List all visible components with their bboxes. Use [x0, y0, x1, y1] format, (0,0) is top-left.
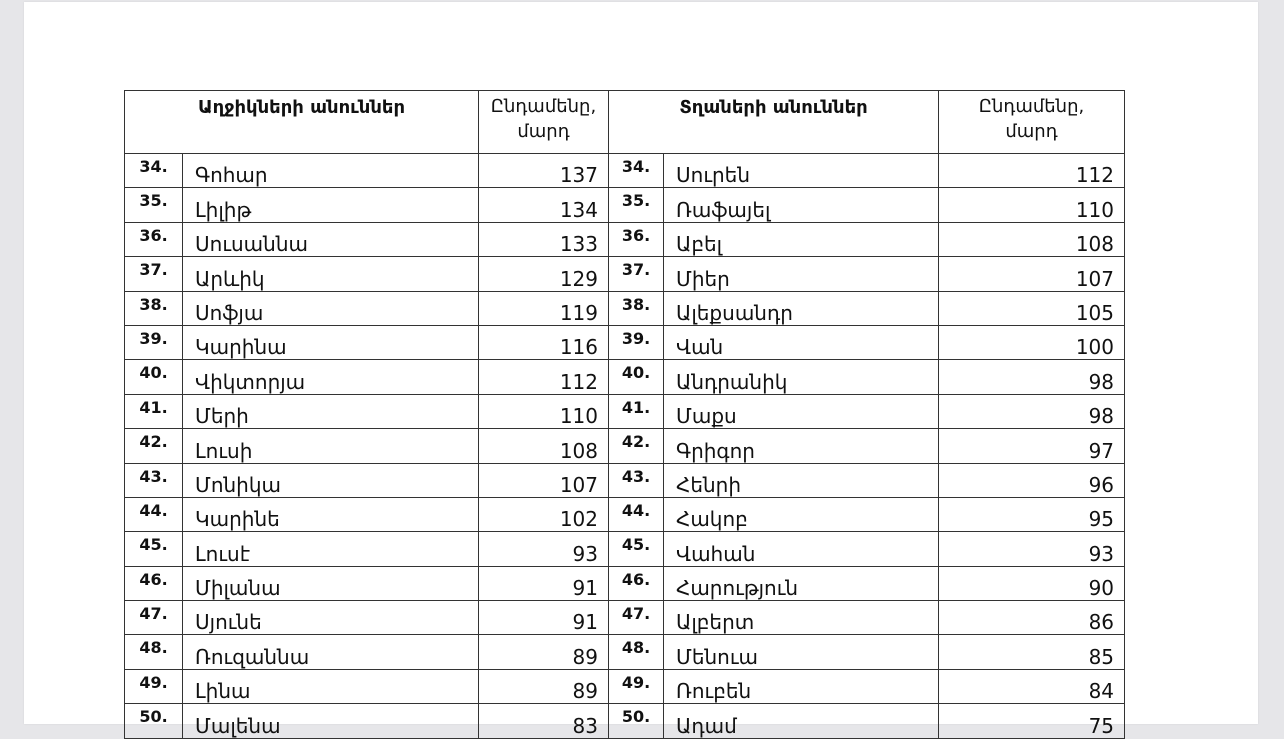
- boy-name-cell: Ռուբեն: [664, 669, 939, 703]
- girl-rank-cell: 34.: [125, 154, 183, 188]
- girl-name-cell: Ռուզաննա: [183, 635, 479, 669]
- girl-rank-cell: 49.: [125, 669, 183, 703]
- boy-name-cell: Ադամ: [664, 704, 939, 738]
- table-row: [125, 704, 1125, 738]
- boy-rank-cell: 44.: [609, 497, 664, 531]
- girl-name-cell: Կարինա: [183, 325, 479, 359]
- girl-name-cell: Մոնիկա: [183, 463, 479, 497]
- table-header-row: [125, 91, 1125, 154]
- girl-count-cell: 112: [479, 360, 609, 394]
- table-row: [125, 291, 1125, 325]
- girl-count-cell: 119: [479, 291, 609, 325]
- girl-rank-cell: 45.: [125, 532, 183, 566]
- girl-count-cell: 137: [479, 154, 609, 188]
- girl-name-cell: Լիլիթ: [183, 188, 479, 222]
- boy-count-cell: 98: [939, 394, 1125, 428]
- girl-name-cell: Սոֆյա: [183, 291, 479, 325]
- girl-rank-cell: 36.: [125, 222, 183, 256]
- boy-name-cell: Հենրի: [664, 463, 939, 497]
- boy-count-cell: 90: [939, 566, 1125, 600]
- boy-count-cell: 108: [939, 222, 1125, 256]
- boy-name-cell: Մաքս: [664, 394, 939, 428]
- boy-count-cell: 84: [939, 669, 1125, 703]
- girl-name-cell: Մալենա: [183, 704, 479, 738]
- boy-name-cell: Միեր: [664, 257, 939, 291]
- boy-name-cell: Գրիգոր: [664, 429, 939, 463]
- girl-count-cell: 91: [479, 566, 609, 600]
- boy-count-cell: 97: [939, 429, 1125, 463]
- boy-rank-cell: 48.: [609, 635, 664, 669]
- girl-name-cell: Գոհար: [183, 154, 479, 188]
- girl-count-cell: 89: [479, 669, 609, 703]
- boy-name-cell: Սուրեն: [664, 154, 939, 188]
- girl-rank-cell: 37.: [125, 257, 183, 291]
- table-row: [125, 394, 1125, 428]
- boy-count-cell: 110: [939, 188, 1125, 222]
- boy-rank-cell: 49.: [609, 669, 664, 703]
- boy-rank-cell: 41.: [609, 394, 664, 428]
- girl-count-cell: 110: [479, 394, 609, 428]
- table-row: [125, 463, 1125, 497]
- boy-count-cell: 107: [939, 257, 1125, 291]
- girl-name-cell: Վիկտորյա: [183, 360, 479, 394]
- boy-rank-cell: 40.: [609, 360, 664, 394]
- table-body: [125, 154, 1125, 739]
- count-header-line2: մարդ: [1005, 121, 1058, 142]
- girl-rank-cell: 43.: [125, 463, 183, 497]
- girl-name-cell: Կարինե: [183, 497, 479, 531]
- boy-count-cell: 93: [939, 532, 1125, 566]
- girl-count-cell: 83: [479, 704, 609, 738]
- boy-rank-cell: 46.: [609, 566, 664, 600]
- boys-names-header: Տղաների անուններ: [609, 91, 939, 154]
- boy-name-cell: Անդրանիկ: [664, 360, 939, 394]
- boy-rank-cell: 38.: [609, 291, 664, 325]
- girl-count-cell: 116: [479, 325, 609, 359]
- boy-count-cell: 100: [939, 325, 1125, 359]
- girl-count-cell: 129: [479, 257, 609, 291]
- girl-count-cell: 133: [479, 222, 609, 256]
- boy-name-cell: Վահան: [664, 532, 939, 566]
- girl-name-cell: Լուսէ: [183, 532, 479, 566]
- table-row: [125, 669, 1125, 703]
- girl-count-cell: 108: [479, 429, 609, 463]
- boy-name-cell: Հարություն: [664, 566, 939, 600]
- boy-name-cell: Մենուա: [664, 635, 939, 669]
- girl-name-cell: Լուսի: [183, 429, 479, 463]
- boy-name-cell: Ռաֆայել: [664, 188, 939, 222]
- boy-count-cell: 75: [939, 704, 1125, 738]
- boy-rank-cell: 35.: [609, 188, 664, 222]
- girl-name-cell: Արևիկ: [183, 257, 479, 291]
- girl-rank-cell: 42.: [125, 429, 183, 463]
- table-row: [125, 429, 1125, 463]
- girl-name-cell: Սուսաննա: [183, 222, 479, 256]
- boy-rank-cell: 39.: [609, 325, 664, 359]
- boy-name-cell: Հակոբ: [664, 497, 939, 531]
- boy-name-cell: Ալեքսանդր: [664, 291, 939, 325]
- boy-name-cell: Ալբերտ: [664, 601, 939, 635]
- boy-rank-cell: 36.: [609, 222, 664, 256]
- table-row: [125, 635, 1125, 669]
- boy-rank-cell: 45.: [609, 532, 664, 566]
- table-row: [125, 325, 1125, 359]
- boy-rank-cell: 47.: [609, 601, 664, 635]
- girl-count-cell: 93: [479, 532, 609, 566]
- names-table: [124, 90, 1125, 739]
- boy-count-cell: 85: [939, 635, 1125, 669]
- boy-rank-cell: 42.: [609, 429, 664, 463]
- boy-rank-cell: 37.: [609, 257, 664, 291]
- count-header-line1: Ընդամենը,: [978, 96, 1085, 117]
- table-row: [125, 222, 1125, 256]
- table-row: [125, 360, 1125, 394]
- girl-count-cell: 91: [479, 601, 609, 635]
- girl-name-cell: Սյունե: [183, 601, 479, 635]
- boy-count-cell: 112: [939, 154, 1125, 188]
- table-row: [125, 257, 1125, 291]
- boy-count-cell: 95: [939, 497, 1125, 531]
- girl-rank-cell: 40.: [125, 360, 183, 394]
- girl-rank-cell: 44.: [125, 497, 183, 531]
- boys-count-header: [939, 91, 1125, 154]
- girl-name-cell: Լինա: [183, 669, 479, 703]
- girl-rank-cell: 50.: [125, 704, 183, 738]
- girl-rank-cell: 41.: [125, 394, 183, 428]
- girl-rank-cell: 35.: [125, 188, 183, 222]
- girl-count-cell: 107: [479, 463, 609, 497]
- girl-rank-cell: 48.: [125, 635, 183, 669]
- boy-count-cell: 86: [939, 601, 1125, 635]
- girls-count-header: [479, 91, 609, 154]
- girl-count-cell: 89: [479, 635, 609, 669]
- table-row: [125, 532, 1125, 566]
- girl-count-cell: 134: [479, 188, 609, 222]
- boy-count-cell: 96: [939, 463, 1125, 497]
- boy-count-cell: 98: [939, 360, 1125, 394]
- girls-names-header: Աղջիկների անուններ: [125, 91, 479, 154]
- girl-name-cell: Մերի: [183, 394, 479, 428]
- table-row: [125, 601, 1125, 635]
- table-row: [125, 188, 1125, 222]
- boy-name-cell: Աբել: [664, 222, 939, 256]
- girl-count-cell: 102: [479, 497, 609, 531]
- boy-count-cell: 105: [939, 291, 1125, 325]
- boy-rank-cell: 34.: [609, 154, 664, 188]
- table-row: [125, 566, 1125, 600]
- boy-rank-cell: 50.: [609, 704, 664, 738]
- girl-rank-cell: 39.: [125, 325, 183, 359]
- girl-rank-cell: 46.: [125, 566, 183, 600]
- girl-rank-cell: 47.: [125, 601, 183, 635]
- girl-name-cell: Միլանա: [183, 566, 479, 600]
- document-page: [24, 2, 1258, 738]
- boy-rank-cell: 43.: [609, 463, 664, 497]
- table-row: [125, 497, 1125, 531]
- boy-name-cell: Վան: [664, 325, 939, 359]
- count-header-line1: Ընդամենը,: [490, 96, 597, 117]
- girl-rank-cell: 38.: [125, 291, 183, 325]
- count-header-line2: մարդ: [517, 121, 570, 142]
- table-row: [125, 154, 1125, 188]
